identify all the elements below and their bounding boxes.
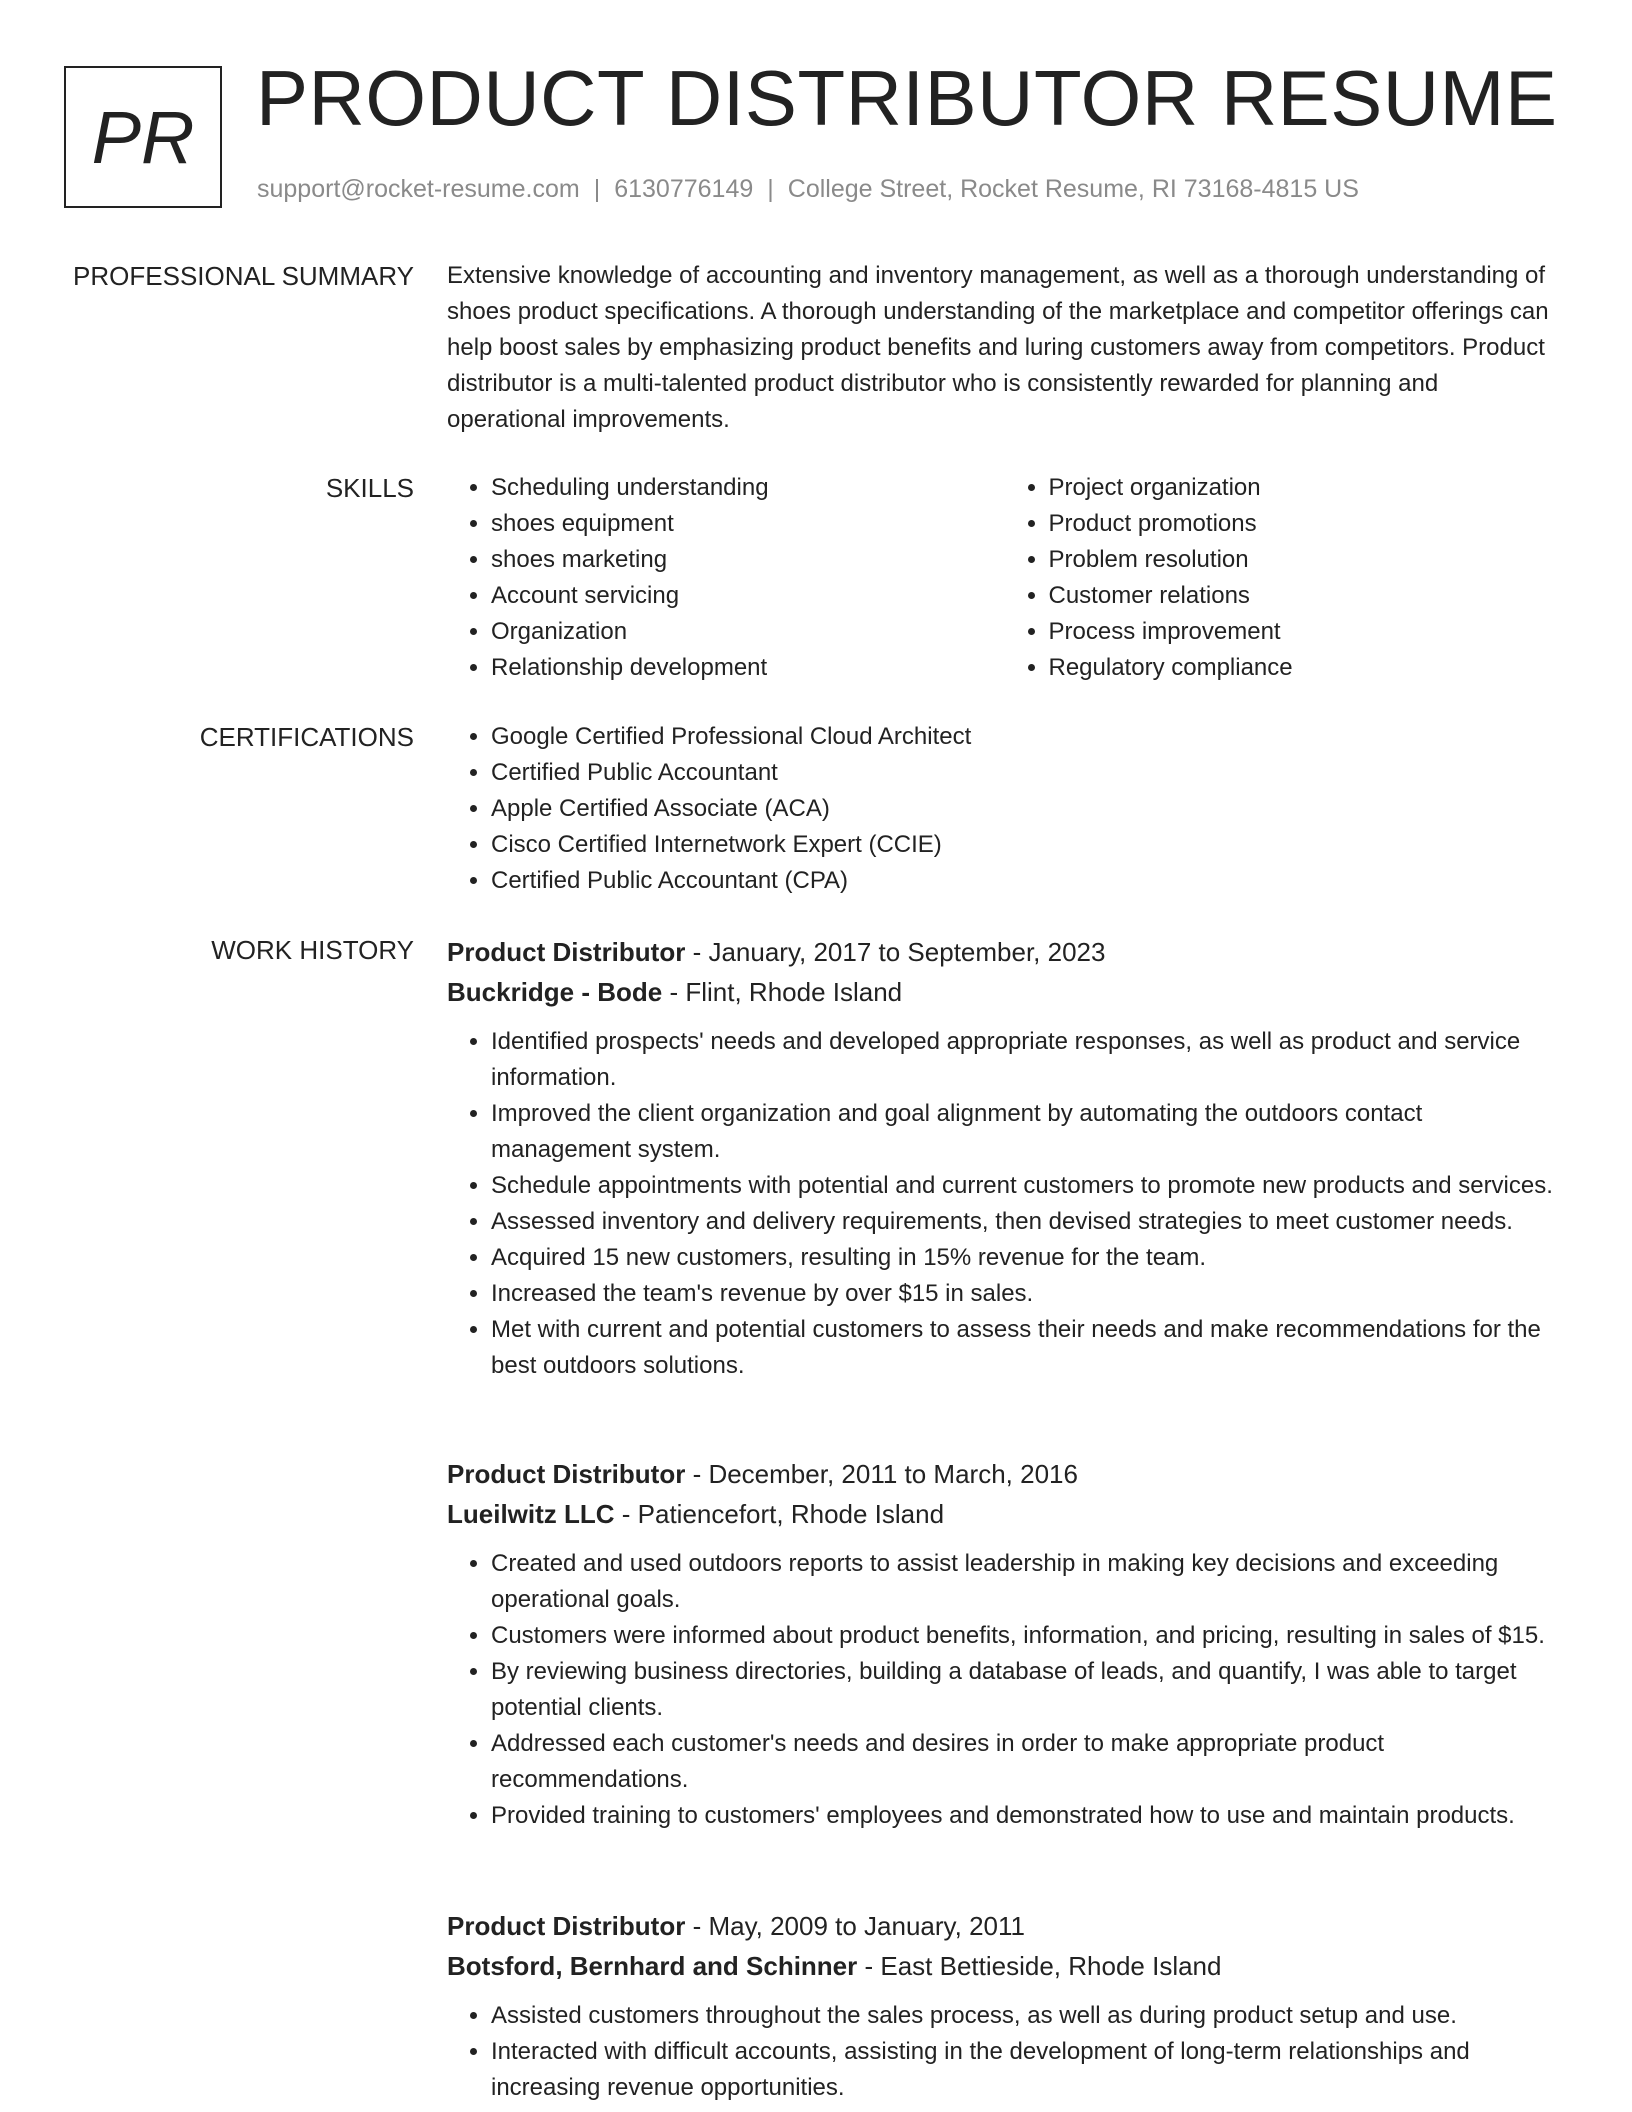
summary-label: PROFESSIONAL SUMMARY — [73, 261, 414, 291]
job-dates: - May, 2009 to January, 2011 — [685, 1911, 1025, 1941]
monogram-logo: PR — [64, 66, 222, 208]
certification-item: • Certified Public Accountant — [491, 755, 1562, 791]
work-label: WORK HISTORY — [211, 935, 414, 965]
certification-item: • Cisco Certified Internetwork Expert (CCIE) — [491, 827, 1562, 863]
job-dates: - January, 2017 to September, 2023 — [685, 937, 1106, 967]
certifications-list — [447, 719, 1562, 899]
job-company: Lueilwitz LLC — [447, 1499, 615, 1529]
job-dates: - December, 2011 to March, 2016 — [685, 1459, 1078, 1489]
job-bullets — [447, 1546, 1562, 1834]
job-bullet: • By reviewing business directories, building a database of leads, and quantify, I was able to target potential clients. — [491, 1654, 1562, 1726]
skill-item: • shoes marketing — [491, 542, 1005, 578]
contact-email: support@rocket-resume.com — [257, 175, 580, 203]
skill-item: • Product promotions — [1049, 506, 1563, 542]
job-title: Product Distributor — [447, 937, 686, 967]
contact-separator: | — [593, 175, 601, 203]
job-bullet: • Addressed each customer's needs and desires in order to make appropriate product recommendations. — [491, 1726, 1562, 1798]
skill-item: • Scheduling understanding — [491, 470, 1005, 506]
skill-item: • Project organization — [1049, 470, 1563, 506]
job-location: - Patiencefort, Rhode Island — [614, 1499, 945, 1529]
job-bullet: • Interacted with difficult accounts, assisting in the development of long-term relationships and increasing revenue opportunities. — [491, 2034, 1562, 2106]
contact-line — [257, 175, 1359, 204]
certification-item: • Certified Public Accountant (CPA) — [491, 863, 1562, 899]
skill-item: • Relationship development — [491, 650, 1005, 686]
job-bullets — [447, 1998, 1562, 2106]
skill-item: • Regulatory compliance — [1049, 650, 1563, 686]
job-title: Product Distributor — [447, 1459, 686, 1489]
skill-item: • Organization — [491, 614, 1005, 650]
job-entry — [447, 1906, 1562, 2106]
skill-item: • Customer relations — [1049, 578, 1563, 614]
skill-item: • Process improvement — [1049, 614, 1563, 650]
job-bullet: • Schedule appointments with potential and current customers to promote new products and services. — [491, 1168, 1562, 1204]
job-bullet: • Identified prospects' needs and developed appropriate responses, as well as product and service information. — [491, 1024, 1562, 1096]
job-bullet: • Provided training to customers' employees and demonstrated how to use and maintain products. — [491, 1798, 1562, 1834]
job-bullet: • Assisted customers throughout the sales process, as well as during product setup and use. — [491, 1998, 1562, 2034]
certification-item: • Google Certified Professional Cloud Architect — [491, 719, 1562, 755]
skills-list-right — [1005, 470, 1563, 686]
job-bullet: • Acquired 15 new customers, resulting in 15% revenue for the team. — [491, 1240, 1562, 1276]
skill-item: • Problem resolution — [1049, 542, 1563, 578]
skills-list-left — [447, 470, 1005, 686]
job-company: Botsford, Bernhard and Schinner — [447, 1951, 858, 1981]
job-title: Product Distributor — [447, 1911, 686, 1941]
contact-separator: | — [767, 175, 774, 203]
skills-columns — [447, 470, 1562, 686]
resume-title: PRODUCT DISTRIBUTOR RESUME — [256, 54, 1558, 142]
certifications-label: CERTIFICATIONS — [199, 722, 414, 752]
certifications-content — [447, 719, 1562, 899]
job-title-line — [447, 1906, 1562, 1946]
skill-item: • shoes equipment — [491, 506, 1005, 542]
job-company-line — [447, 972, 1562, 1012]
job-company-line — [447, 1946, 1562, 1986]
skills-label: SKILLS — [325, 473, 414, 503]
job-bullet: • Met with current and potential customers to assess their needs and make recommendations for the best outdoors solutions. — [491, 1312, 1562, 1384]
job-entry — [447, 932, 1562, 1384]
job-title-line — [447, 932, 1562, 972]
job-bullet: • Customers were informed about product benefits, information, and pricing, resulting in sales of $15. — [491, 1618, 1562, 1654]
job-title-line — [447, 1454, 1562, 1494]
contact-address: College Street, Rocket Resume, RI 73168-4815 US — [787, 175, 1359, 203]
summary-text: Extensive knowledge of accounting and inventory management, as well as a thorough understanding of shoes product specifications. A thorough understanding of the marketplace and competitor offerings can help boost sales by emphasizing product benefits and luring customers away from competitors. Product distributor is a multi-talented product distributor who is consistently rewarded for planning and operational improvements. — [447, 262, 1549, 433]
job-bullet: • Increased the team's revenue by over $15 in sales. — [491, 1276, 1562, 1312]
contact-phone: 6130776149 — [614, 175, 754, 203]
job-bullets — [447, 1024, 1562, 1384]
job-company-line — [447, 1494, 1562, 1534]
skill-item: • Account servicing — [491, 578, 1005, 614]
certification-item: • Apple Certified Associate (ACA) — [491, 791, 1562, 827]
job-entry — [447, 1454, 1562, 1834]
job-location: - Flint, Rhode Island — [662, 977, 903, 1007]
job-bullet: • Improved the client organization and goal alignment by automating the outdoors contact management system. — [491, 1096, 1562, 1168]
job-company: Buckridge - Bode — [447, 977, 663, 1007]
job-bullet: • Assessed inventory and delivery requirements, then devised strategies to meet customer needs. — [491, 1204, 1562, 1240]
job-location: - East Bettieside, Rhode Island — [857, 1951, 1222, 1981]
job-bullet: • Created and used outdoors reports to assist leadership in making key decisions and exceeding operational goals. — [491, 1546, 1562, 1618]
